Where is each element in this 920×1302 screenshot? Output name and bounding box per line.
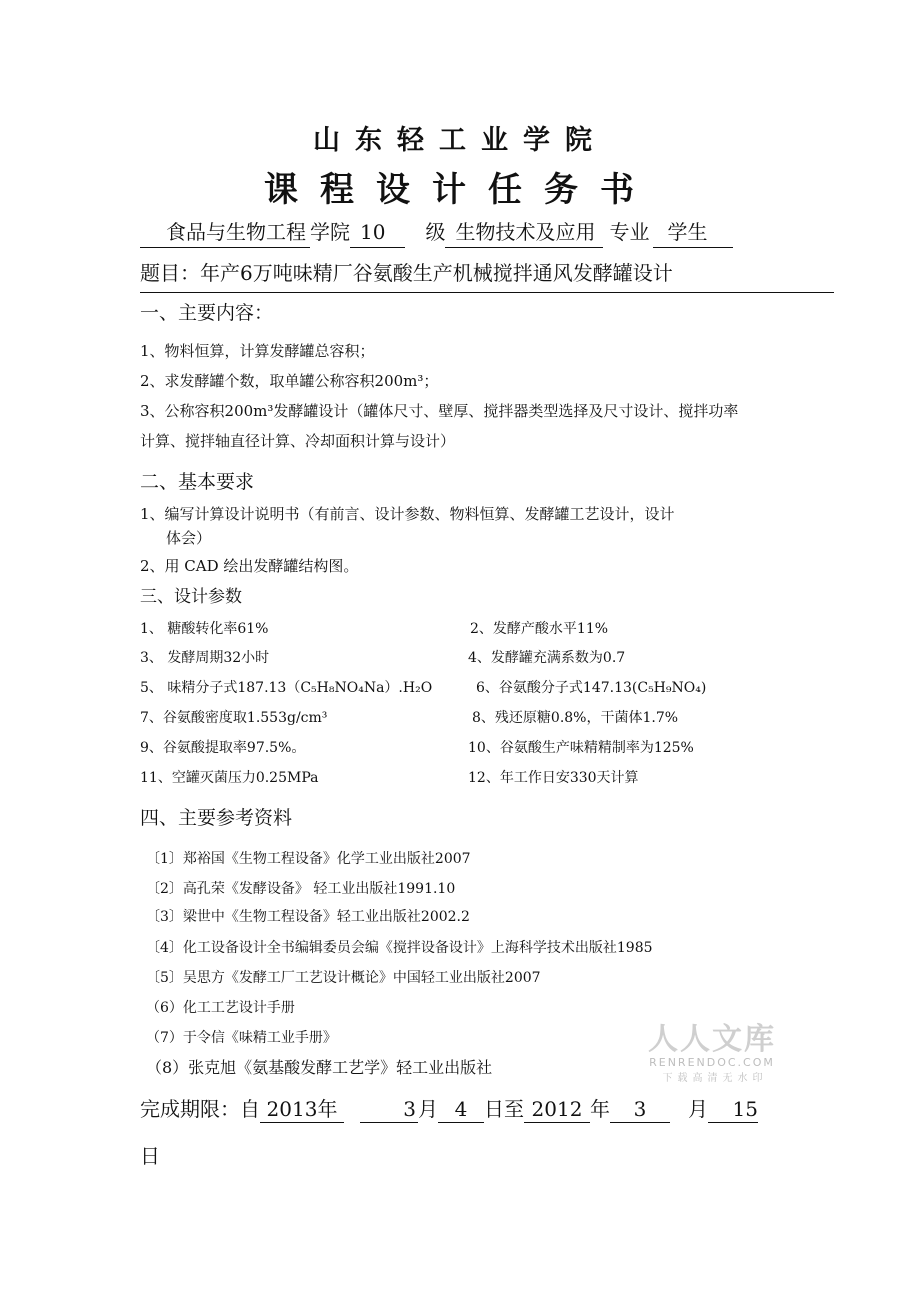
reference-item: 〔3〕梁世中《生物工程设备》轻工业出版社2002.2 [146, 909, 470, 925]
requirements-heading: 二、基本要求 [140, 471, 255, 493]
deadline-line [140, 1093, 758, 1123]
parameter-item: 8、残还原糖0.8%，干菌体1.7% [472, 710, 679, 726]
parameter-item: 6、谷氨酸分子式147.13(C₅H₉NO₄) [476, 680, 707, 696]
month-label: 月 [418, 1097, 438, 1121]
parameter-item: 4、发酵罐充满系数为0.7 [468, 650, 626, 666]
reference-item: 〔4〕化工设备设计全书编辑委员会编《搅拌设备设计》上海科学技术出版社1985 [146, 940, 653, 956]
deadline-to-month: 3 [610, 1096, 670, 1123]
parameter-item: 11、空罐灭菌压力0.25MPa [140, 770, 319, 786]
parameter-item: 10、谷氨酸生产味精精制率为125% [468, 740, 694, 756]
parameter-item: 7、谷氨酸密度取1.553g/cm³ [140, 710, 328, 726]
reference-item: 〔2〕高孔荣《发酵设备》 轻工业出版社1991.10 [146, 881, 456, 897]
deadline-to-day: 15 [708, 1096, 758, 1123]
watermark-brand: 人人文库 [648, 1022, 776, 1057]
day-label: 日 [140, 1144, 160, 1168]
reference-item: （8）张克旭《氨基酸发酵工艺学》轻工业出版社 [146, 1058, 493, 1077]
deadline-label: 完成期限：自 [140, 1097, 260, 1121]
grade-label: 级 [425, 220, 446, 244]
watermark-logo [648, 1014, 776, 1084]
reference-item: （7）于令信《味精工业手册》 [146, 1030, 337, 1046]
document-title: 课程设计任务书 [264, 170, 656, 210]
reference-item: 〔1〕郑裕国《生物工程设备》化学工业出版社2007 [146, 851, 471, 867]
list-item: 2、求发酵罐个数，取单罐公称容积200m³； [140, 372, 439, 390]
student-label: 学生 [653, 219, 733, 248]
main-content-heading: 一、主要内容： [140, 302, 274, 324]
major-label: 专业 [609, 220, 650, 244]
deadline-to-year: 2012 [524, 1096, 590, 1123]
watermark-url: RENRENDOC.COM [649, 1056, 775, 1069]
list-item: 计算、搅拌轴直径计算、冷却面积计算与设计） [140, 432, 456, 450]
student-info-line [140, 216, 733, 248]
college-label: 学院 [310, 220, 350, 244]
list-item: 体会） [166, 529, 212, 547]
references-heading: 四、主要参考资料 [140, 807, 293, 829]
school-name: 山东轻工业学院 [313, 125, 607, 156]
major-value: 生物技术及应用 [445, 219, 603, 248]
topic-line: 题目：年产6万吨味精厂谷氨酸生产机械搅拌通风发酵罐设计 [140, 257, 834, 293]
watermark-slogan: 下载高清无水印 [662, 1073, 768, 1084]
list-item: 3、公称容积200m³发酵罐设计（罐体尺寸、壁厚、搅拌器类型选择及尺寸设计、搅拌功率 [140, 402, 739, 420]
college-value: 食品与生物工程 [140, 219, 310, 248]
parameter-item: 2、发酵产酸水平11% [470, 621, 609, 637]
parameter-item: 9、谷氨酸提取率97.5%。 [140, 740, 306, 756]
parameters-heading: 三、设计参数 [140, 587, 242, 607]
parameter-item: 1、 糖酸转化率61% [140, 621, 269, 637]
list-item: 1、编写计算设计说明书（有前言、设计参数、物料恒算、发酵罐工艺设计，设计 [140, 505, 675, 523]
deadline-from-year: 2013年 [260, 1096, 344, 1123]
reference-item: （6）化工工艺设计手册 [146, 1000, 295, 1016]
grade-value: 10 [350, 219, 405, 248]
reference-item: 〔5〕吴思方《发酵工厂工艺设计概论》中国轻工业出版社2007 [146, 970, 541, 986]
deadline-from-month: 3 [360, 1096, 418, 1123]
to-label: 日至 [484, 1097, 524, 1121]
month-label: 月 [688, 1097, 708, 1121]
list-item: 2、用 CAD 绘出发酵罐结构图。 [140, 557, 359, 575]
deadline-from-day: 4 [438, 1096, 484, 1123]
parameter-item: 12、年工作日安330天计算 [468, 770, 639, 786]
parameter-item: 3、 发酵周期32小时 [140, 650, 270, 666]
year-label: 年 [590, 1097, 610, 1121]
parameter-item: 5、 味精分子式187.13（C₅H₈NO₄Na）.H₂O [140, 680, 433, 696]
list-item: 1、物料恒算，计算发酵罐总容积； [140, 342, 375, 360]
